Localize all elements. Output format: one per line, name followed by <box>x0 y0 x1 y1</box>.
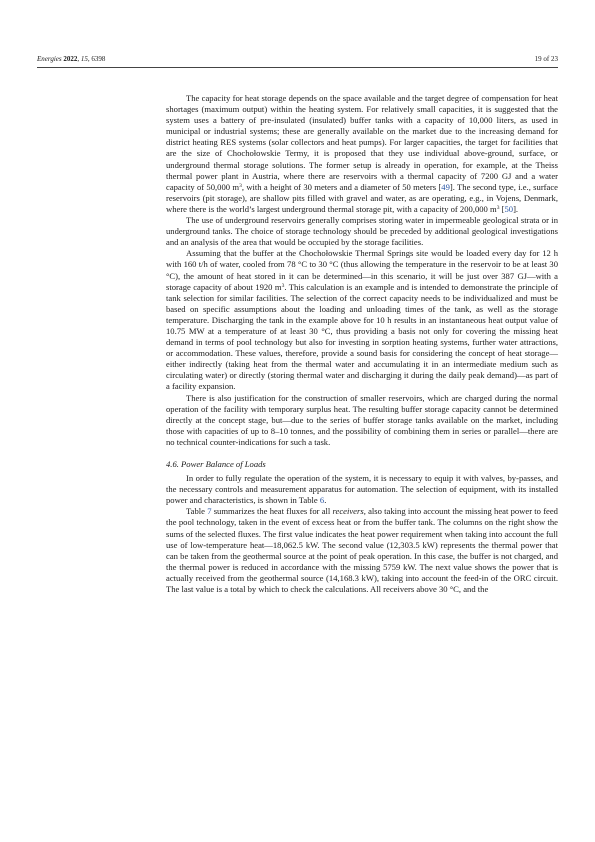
text-run: In order to fully regulate the operation of the system, it is necessary to equip it with valves, by-passes, and the necessary controls and measurement apparatus for automation. The selection of equipment, with its installed power and characteristics, is shown in Table <box>166 473 558 506</box>
text-run: ]. <box>513 203 519 214</box>
journal-name: Energies <box>37 55 62 63</box>
paragraph-underground-reservoirs: The use of underground reservoirs generally comprises storing water in impermeable geological strata or in underground tanks. The choice of storage technology should be preceded by additional geological investigations and an analysis of the area that would be occupied by the storage facilities. <box>166 215 558 248</box>
paragraph-system-regulation <box>166 473 558 506</box>
header-divider <box>37 67 558 68</box>
paragraph-buffer-assumption <box>166 248 558 392</box>
citation-link-50[interactable]: 50 <box>504 203 514 214</box>
superscript: 3 <box>239 182 242 189</box>
text-run: ]. The second type, i.e., surface reservoirs (pit storage), are shallow pits filled with gravel and water, as are operating, e.g., in Vojens, Denmark, where there is the world’s largest underground thermal storage pit, with a capacity of 200,000 m <box>166 181 558 214</box>
citation-link-49[interactable]: 49 <box>441 181 450 192</box>
article-number: 6398 <box>91 55 106 63</box>
superscript: 3 <box>496 204 500 211</box>
section-heading: 4.6. Power Balance of Loads <box>166 459 266 469</box>
body-text <box>166 93 558 595</box>
running-header <box>37 53 558 65</box>
text-run: Assuming that the buffer at the Chochołowskie Thermal Springs site would be loaded every day for 12 h with 160 t/h of water, cooled from 78 °C to 30 °C (thus allowing the temperature in the reservoir to be at least 30 °C), the amount of heat stored in it can be determined—in this scenario, it will be just over 387 GJ—with a storage capacity of about 1920 m <box>166 248 558 292</box>
paragraph-smaller-reservoirs: There is also justification for the construction of smaller reservoirs, which are charged during the normal operation of the facility with temporary surplus heat. The resulting buffer storage capacity cannot be determined directly at the concept stage, but—due to the series of buffer storage tanks available on the market, including those with capacities of up to 8–10 tonnes, and the possibility of combining them in series or parallel—there are no technical counter-indications for such a task. <box>166 392 558 447</box>
paragraph-heat-fluxes <box>166 506 558 595</box>
text-run: , with a height of 30 meters and a diameter of 50 meters [ <box>241 181 442 192</box>
text-run: . This calculation is an example and is intended to demonstrate the principle of tank selection for similar facilities. The selection of the correct capacity needs to be individualized and must be based on specific assumptions about the loading and unloading times of the tank, as well as the storage temperature. Discharging the tank in the example above for 10 h results in an instantaneous heat output value of 10.75 MW at a temperature of at least 30 °C, thus providing a basis not only for covering the missing heat demand in terms of pool technology but also for investing in sorption heating systems, further water attractions, or accommodation. These values, therefore, provide a sound basis for considering the concept of heat storage—either indirectly (taking heat from the thermal water and accumulating it in an intermediate medium such as circulating water) or directly (storing thermal water and discharging it during the daily peak demand)—as part of a facility expansion. <box>166 281 559 392</box>
text-run: Table <box>186 506 208 517</box>
journal-year: 2022 <box>63 55 78 63</box>
text-run: summarizes the heat fluxes for all <box>211 506 333 517</box>
journal-citation: Energies 2022, 15, 6398 <box>37 55 106 63</box>
text-run: , also taking into account the missing heat power to feed the pool technology, taken in the event of excess heat or from the buffer tank. The columns on the right show the sums of the selected fluxes. The first value indicates the heat power requirement when taking into account the full use of low-temperature heat—18,062.5 kW. The second value (12,303.5 kW) represents the thermal power that can be taken from the geothermal source at the point of peak operation. In this case, the buffer is not charged, and the thermal power is reduced in accordance with the missing 5759 kW. The next value shows the power that is actually received from the geothermal source (14,168.3 kW), taking into account the feed-in of the ORC circuit. The last value is a total by which to check the calculations. All receivers above 30 °C, and the <box>166 506 558 595</box>
text-run: The capacity for heat storage depends on the space available and the target degree of compensation for heat shortages (maximum output) within the heating system. For relatively small capacities, it is suggested that the system uses a battery of pre-insulated (insulated) buffer tanks with a capacity of 10,000 liters, as used in municipal or industrial systems; these are generally available on the market due to the increasing demand for district heating RES systems (solar collectors and heat pumps). For larger capacities, the target for facilities that are the size of Chochołowskie Termy, it is proposed that they use individual above-ground, surface, or underground thermal storage solutions. The former setup is already in operation, for example, at the Theiss thermal power plant in Austria, where there are reservoirs with a thermal capacity of 7200 GJ and a water capacity of 50,000 m <box>166 93 558 192</box>
text-run: [ <box>499 203 505 214</box>
page-number: 19 of 23 <box>534 55 558 63</box>
text-run: . <box>324 495 327 506</box>
superscript: 3 <box>281 282 285 289</box>
table-7-link[interactable]: 7 <box>207 506 212 517</box>
journal-volume: 15 <box>80 55 88 63</box>
table-6-link[interactable]: 6 <box>319 495 325 506</box>
emphasis-receivers: receivers <box>332 506 364 517</box>
paragraph-heat-storage-capacity <box>166 93 558 215</box>
